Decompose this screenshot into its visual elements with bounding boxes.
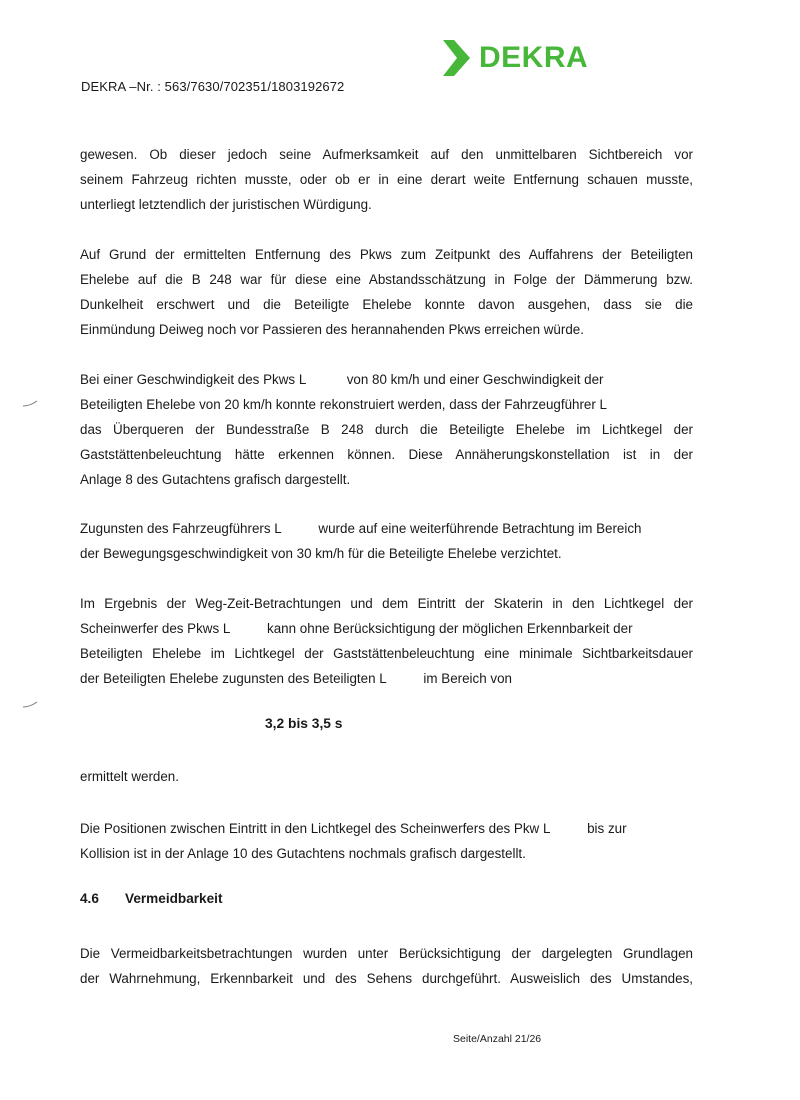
text-line: Anlage 8 des Gutachtens grafisch dargestellt. <box>80 472 351 487</box>
text-line: Einmündung Deiweg noch vor Passieren des herannahenden Pkws erreichen würde. <box>80 322 584 337</box>
paragraph-1 <box>80 142 693 217</box>
text-line: der Beteiligten Ehelebe zugunsten des Beteiligten L im Bereich von <box>80 671 512 686</box>
paragraph-5 <box>80 591 693 691</box>
text-line: das Überqueren der Bundesstraße B 248 durch die Beteiligte Ehelebe im Lichtkegel der <box>80 422 693 437</box>
paragraph-2 <box>80 242 693 342</box>
text-line: Die Vermeidbarkeitsbetrachtungen wurden unter Berücksichtigung der dargelegten Grundlagen <box>80 946 693 961</box>
page-footer: Seite/Anzahl 21/26 <box>453 1033 542 1045</box>
logo-text: DEKRA <box>479 41 589 74</box>
text-line: Dunkelheit erschwert und die Beteiligte Ehelebe konnte davon ausgehen, dass sie die <box>80 297 693 312</box>
text-line: der Bewegungsgeschwindigkeit von 30 km/h für die Beteiligte Ehelebe verzichtet. <box>80 546 562 561</box>
text-line: Beteiligten Ehelebe im Lichtkegel der Gaststättenbeleuchtung eine minimale Sichtbarkeitsdauer <box>80 646 693 661</box>
text-line: Auf Grund der ermittelten Entfernung des Pkws zum Zeitpunkt des Auffahrens der Beteiligten <box>80 247 693 262</box>
text-line: ermittelt werden. <box>80 769 179 784</box>
paragraph-6 <box>80 764 693 789</box>
paragraph-7 <box>80 816 693 866</box>
text-line: Die Positionen zwischen Eintritt in den Lichtkegel des Scheinwerfers des Pkw L bis zur <box>80 821 627 836</box>
document-number: DEKRA –Nr. : 563/7630/702351/1803192672 <box>81 79 345 94</box>
text-line: unterliegt letztendlich der juristischen Würdigung. <box>80 197 372 212</box>
text-line: Zugunsten des Fahrzeugführers L wurde auf eine weiterführende Betrachtung im Bereich <box>80 521 642 536</box>
dekra-logo <box>441 38 588 78</box>
margin-mark <box>22 400 38 408</box>
text-line: seinem Fahrzeug richten musste, oder ob er in eine derart weite Entfernung schauen musste, <box>80 172 693 187</box>
text-line: Beteiligten Ehelebe von 20 km/h konnte rekonstruiert werden, dass der Fahrzeugführer L <box>80 397 608 412</box>
section-number: 4.6 <box>80 891 99 906</box>
paragraph-4 <box>80 516 693 566</box>
paragraph-8 <box>80 941 693 991</box>
text-line: Im Ergebnis der Weg-Zeit-Betrachtungen und dem Eintritt der Skaterin in den Lichtkegel der <box>80 596 693 611</box>
paragraph-3 <box>80 367 693 492</box>
dekra-arrow-icon <box>441 39 471 77</box>
text-line: Scheinwerfer des Pkws L kann ohne Berücksichtigung der möglichen Erkennbarkeit der <box>80 621 633 636</box>
result-value: 3,2 bis 3,5 s <box>265 716 343 731</box>
section-title: Vermeidbarkeit <box>125 891 223 906</box>
text-line: Bei einer Geschwindigkeit des Pkws L von 80 km/h und einer Geschwindigkeit der <box>80 372 604 387</box>
margin-mark <box>22 701 38 709</box>
text-line: Gaststättenbeleuchtung hätte erkennen können. Diese Annäherungskonstellation ist in der <box>80 447 693 462</box>
section-heading <box>80 891 222 906</box>
text-line: der Wahrnehmung, Erkennbarkeit und des Sehens durchgeführt. Ausweislich des Umstandes, <box>80 971 693 986</box>
text-line: gewesen. Ob dieser jedoch seine Aufmerksamkeit auf den unmittelbaren Sichtbereich vor <box>80 147 693 162</box>
text-line: Kollision ist in der Anlage 10 des Gutachtens nochmals grafisch dargestellt. <box>80 846 526 861</box>
text-line: Ehelebe auf die B 248 war für diese eine Abstandsschätzung in Folge der Dämmerung bzw. <box>80 272 693 287</box>
